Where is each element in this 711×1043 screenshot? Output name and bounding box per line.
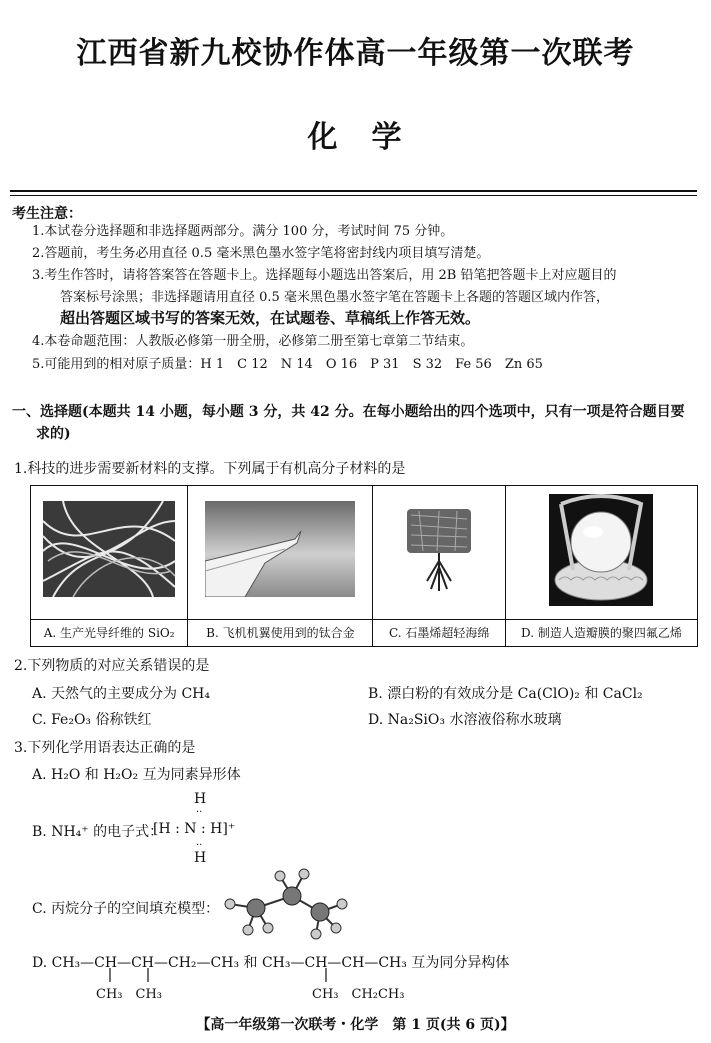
q3-b-formula: [H : N : H]⁺ — [153, 821, 236, 837]
q3-option-b: B. NH₄⁺ 的电子式： — [32, 824, 164, 840]
q1-option-b: B. 飞机机翼使用到的钛合金 — [188, 619, 372, 646]
notice-item-3-emphasis: 超出答题区域书写的答案无效，在试题卷、草稿纸上作答无效。 — [60, 309, 481, 327]
artificial-valve-image — [549, 494, 653, 606]
q2-option-a: A. 天然气的主要成分为 CH₄ — [32, 686, 210, 702]
q3-d-sub2: CH₃ CH₂CH₃ — [312, 987, 405, 1002]
notice-item-1: 1.本试卷分选择题和非选择题两部分。满分 100 分，考试时间 75 分钟。 — [32, 224, 454, 239]
section-heading-line1: 一、选择题(本题共 14 小题，每小题 3 分，共 42 分。在每小题给出的四个选项中，只有一项是符合题目要 — [12, 404, 685, 420]
q3-b-top-h: H — [194, 791, 207, 807]
q3-d-sub1: CH₃ CH₃ — [96, 987, 162, 1002]
q1-option-a-cell — [31, 486, 188, 646]
q1-figure-table — [30, 485, 698, 647]
q3-option-a: A. H₂O 和 H₂O₂ 互为同素异形体 — [32, 767, 241, 783]
notice-item-4: 4.本卷命题范围：人教版必修第一册全册，必修第二册至第七章第二节结束。 — [32, 334, 474, 349]
q1-option-b-cell — [188, 486, 373, 646]
propane-model-image — [218, 868, 348, 940]
q1-option-c: C. 石墨烯超轻海绵 — [373, 619, 504, 646]
page-footer: 【高一年级第一次联考・化学 第 1 页(共 6 页)】 — [196, 1017, 515, 1033]
notice-item-3-cont: 答案标号涂黑；非选择题请用直径 0.5 毫米黑色墨水签字笔在答题卡上各题的答题区域内作答， — [60, 290, 609, 305]
airplane-wing-image — [205, 501, 355, 597]
q2-option-d: D. Na₂SiO₃ 水溶液俗称水玻璃 — [368, 712, 562, 728]
q1-option-d-cell — [506, 486, 697, 646]
notice-item-2: 2.答题前，考生务必用直径 0.5 毫米黑色墨水签字笔将密封线内项目填写清楚。 — [32, 246, 490, 261]
graphene-sponge-image — [399, 501, 479, 597]
q2-option-b: B. 漂白粉的有效成分是 Ca(ClO)₂ 和 CaCl₂ — [368, 686, 643, 702]
q1-option-a: A. 生产光导纤维的 SiO₂ — [31, 619, 187, 646]
q1-stem: 1.科技的进步需要新材料的支撑。下列属于有机高分子材料的是 — [14, 461, 406, 477]
q1-option-d: D. 制造人造瓣膜的聚四氟乙烯 — [506, 619, 697, 646]
divider-thin — [10, 195, 697, 196]
q2-stem: 2.下列物质的对应关系错误的是 — [14, 658, 210, 674]
q3-stem: 3.下列化学用语表达正确的是 — [14, 740, 196, 756]
notice-item-3: 3.考生作答时，请将答案答在答题卡上。选择题每小题选出答案后，用 2B 铅笔把答题卡上对应题目的 — [32, 268, 617, 283]
divider-thick — [10, 190, 697, 192]
q2-option-c: C. Fe₂O₃ 俗称铁红 — [32, 712, 152, 728]
q3-b-bottom-h: H — [194, 850, 207, 866]
subject-title: 化 学 — [307, 120, 404, 155]
q1-option-c-cell — [373, 486, 505, 646]
q3-option-d: D. CH₃—CH—CH—CH₂—CH₃ 和 CH₃—CH—CH—CH₃ 互为同分异构体 — [32, 955, 510, 971]
q3-b-top-dots: ·· — [196, 807, 203, 818]
notice-item-5: 5.可能用到的相对原子质量：H 1 C 12 N 14 O 16 P 31 S 32 Fe 56 Zn 65 — [32, 357, 543, 372]
optical-fiber-image — [43, 501, 175, 597]
notice-heading: 考生注意： — [12, 206, 82, 222]
q3-option-c: C. 丙烷分子的空间填充模型： — [32, 901, 220, 917]
q3-b-bottom-dots: ·· — [196, 840, 203, 851]
section-heading-line2: 求的) — [36, 426, 71, 442]
exam-title: 江西省新九校协作体高一年级第一次联考 — [76, 36, 635, 71]
section-heading — [12, 401, 685, 445]
